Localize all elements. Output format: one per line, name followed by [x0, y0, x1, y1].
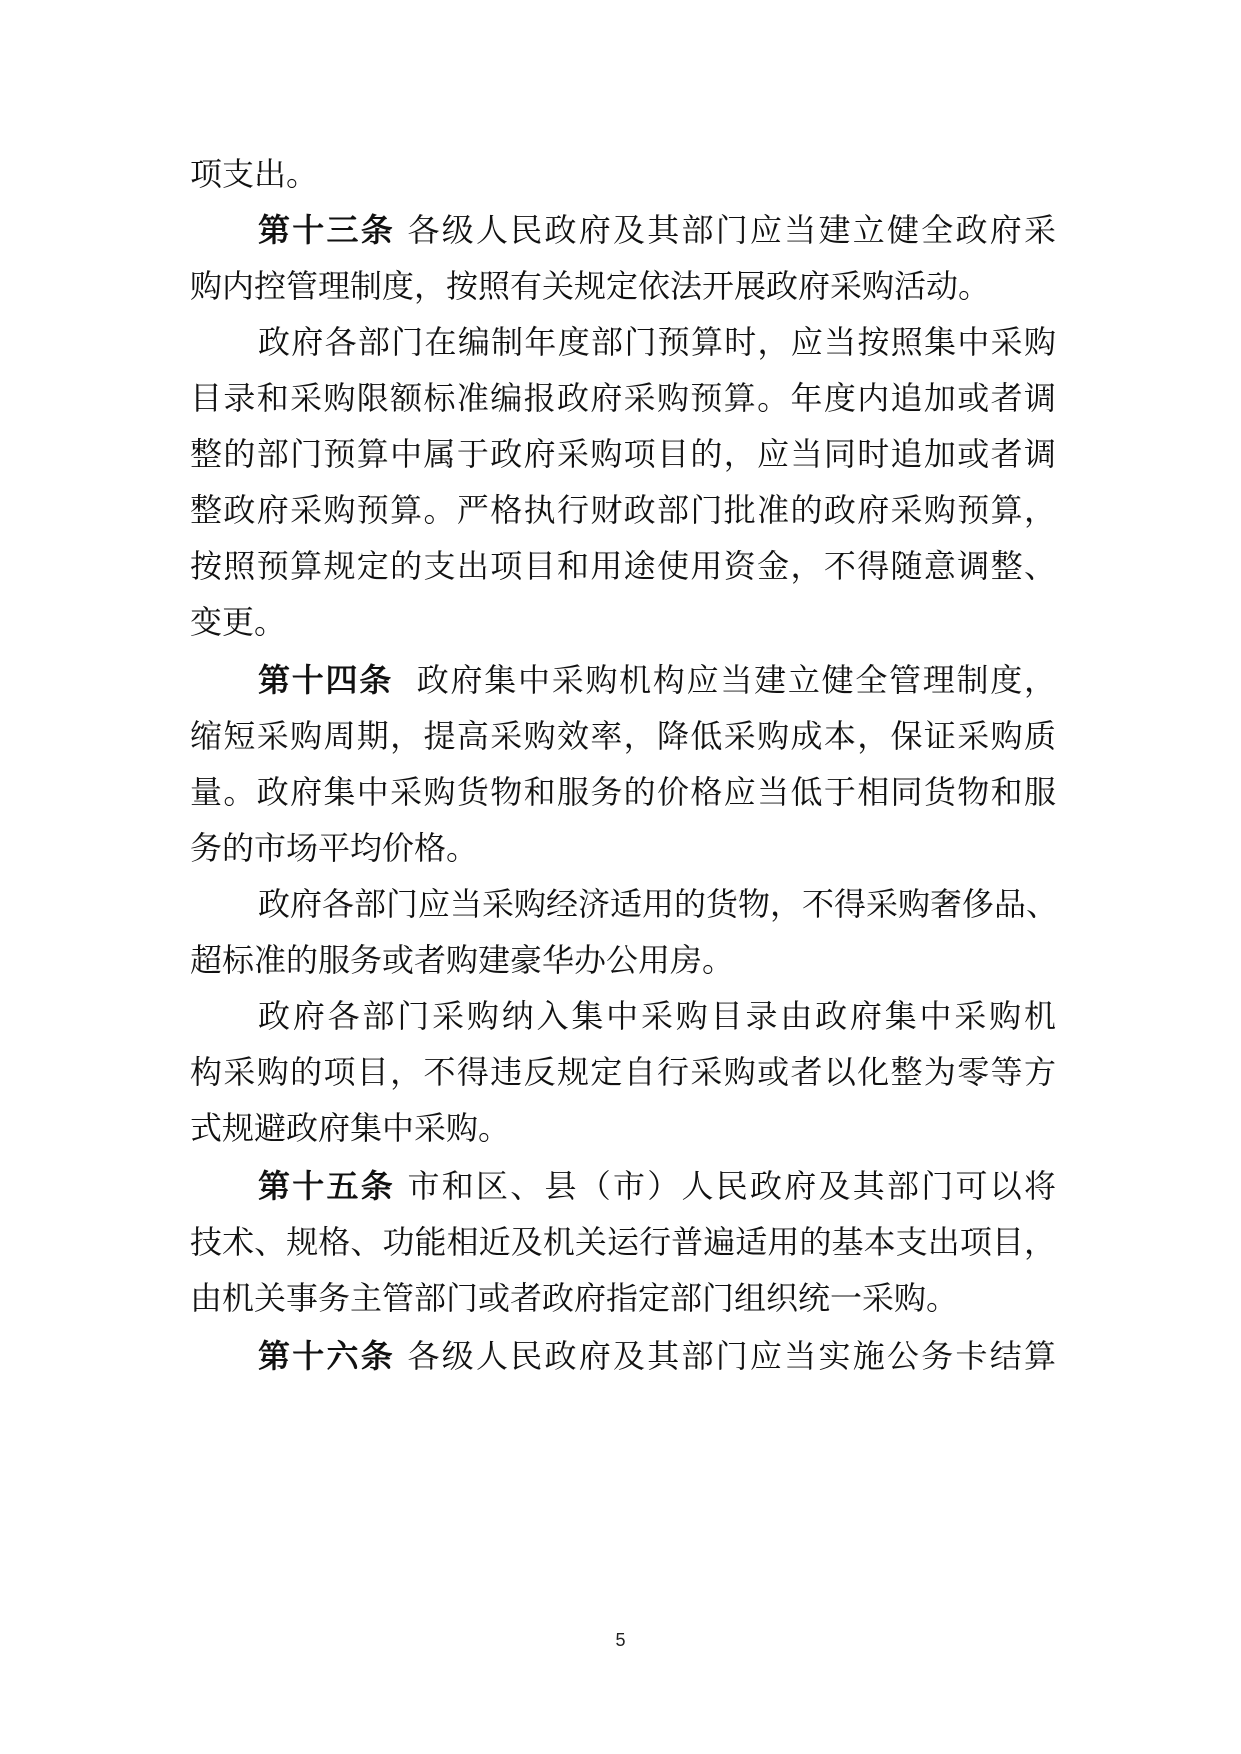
text-line: 项支出。: [190, 155, 319, 193]
text-line: 超标准的服务或者购建豪华办公用房。: [190, 941, 735, 979]
page-number: 5: [615, 1630, 626, 1650]
text-line: 技术、规格、功能相近及机关运行普遍适用的基本支出项目，: [190, 1223, 1056, 1261]
text-line: 缩短采购周期，提高采购效率，降低采购成本，保证采购质: [190, 717, 1056, 755]
article-number: 第十四条: [258, 661, 393, 699]
text-line: 量。政府集中采购货物和服务的价格应当低于相同货物和服: [190, 773, 1056, 811]
article-number: 第十五条: [258, 1167, 396, 1205]
article-heading-line: 第十五条 市和区、县（市）人民政府及其部门可以将: [258, 1167, 1056, 1205]
text-line: 由机关事务主管部门或者政府指定部门组织统一采购。: [190, 1279, 959, 1317]
text-line: 务的市场平均价格。: [190, 829, 479, 867]
text-line: 变更。: [190, 603, 287, 641]
text-line: 整的部门预算中属于政府采购项目的，应当同时追加或者调: [190, 435, 1056, 473]
text-line: 购内控管理制度，按照有关规定依法开展政府采购活动。: [190, 267, 991, 305]
text-line: 目录和采购限额标准编报政府采购预算。年度内追加或者调: [190, 379, 1056, 417]
paragraph-first-line: 政府各部门采购纳入集中采购目录由政府集中采购机: [258, 997, 1056, 1035]
text-line: 式规避政府集中采购。: [190, 1109, 511, 1147]
article-heading-line: 第十三条 各级人民政府及其部门应当建立健全政府采: [258, 211, 1056, 249]
article-number: 第十三条: [258, 211, 396, 249]
text-line: 构采购的项目，不得违反规定自行采购或者以化整为零等方: [190, 1053, 1056, 1091]
article-number: 第十六条: [258, 1337, 396, 1375]
paragraph-first-line: 政府各部门在编制年度部门预算时，应当按照集中采购: [258, 323, 1056, 361]
article-heading-line: 第十四条 政府集中采购机构应当建立健全管理制度，: [258, 661, 1056, 699]
paragraph-first-line: 政府各部门应当采购经济适用的货物，不得采购奢侈品、: [258, 885, 1059, 923]
article-heading-line: 第十六条 各级人民政府及其部门应当实施公务卡结算: [258, 1337, 1056, 1375]
text-line: 整政府采购预算。严格执行财政部门批准的政府采购预算，: [190, 491, 1056, 529]
text-line: 按照预算规定的支出项目和用途使用资金，不得随意调整、: [190, 547, 1056, 585]
